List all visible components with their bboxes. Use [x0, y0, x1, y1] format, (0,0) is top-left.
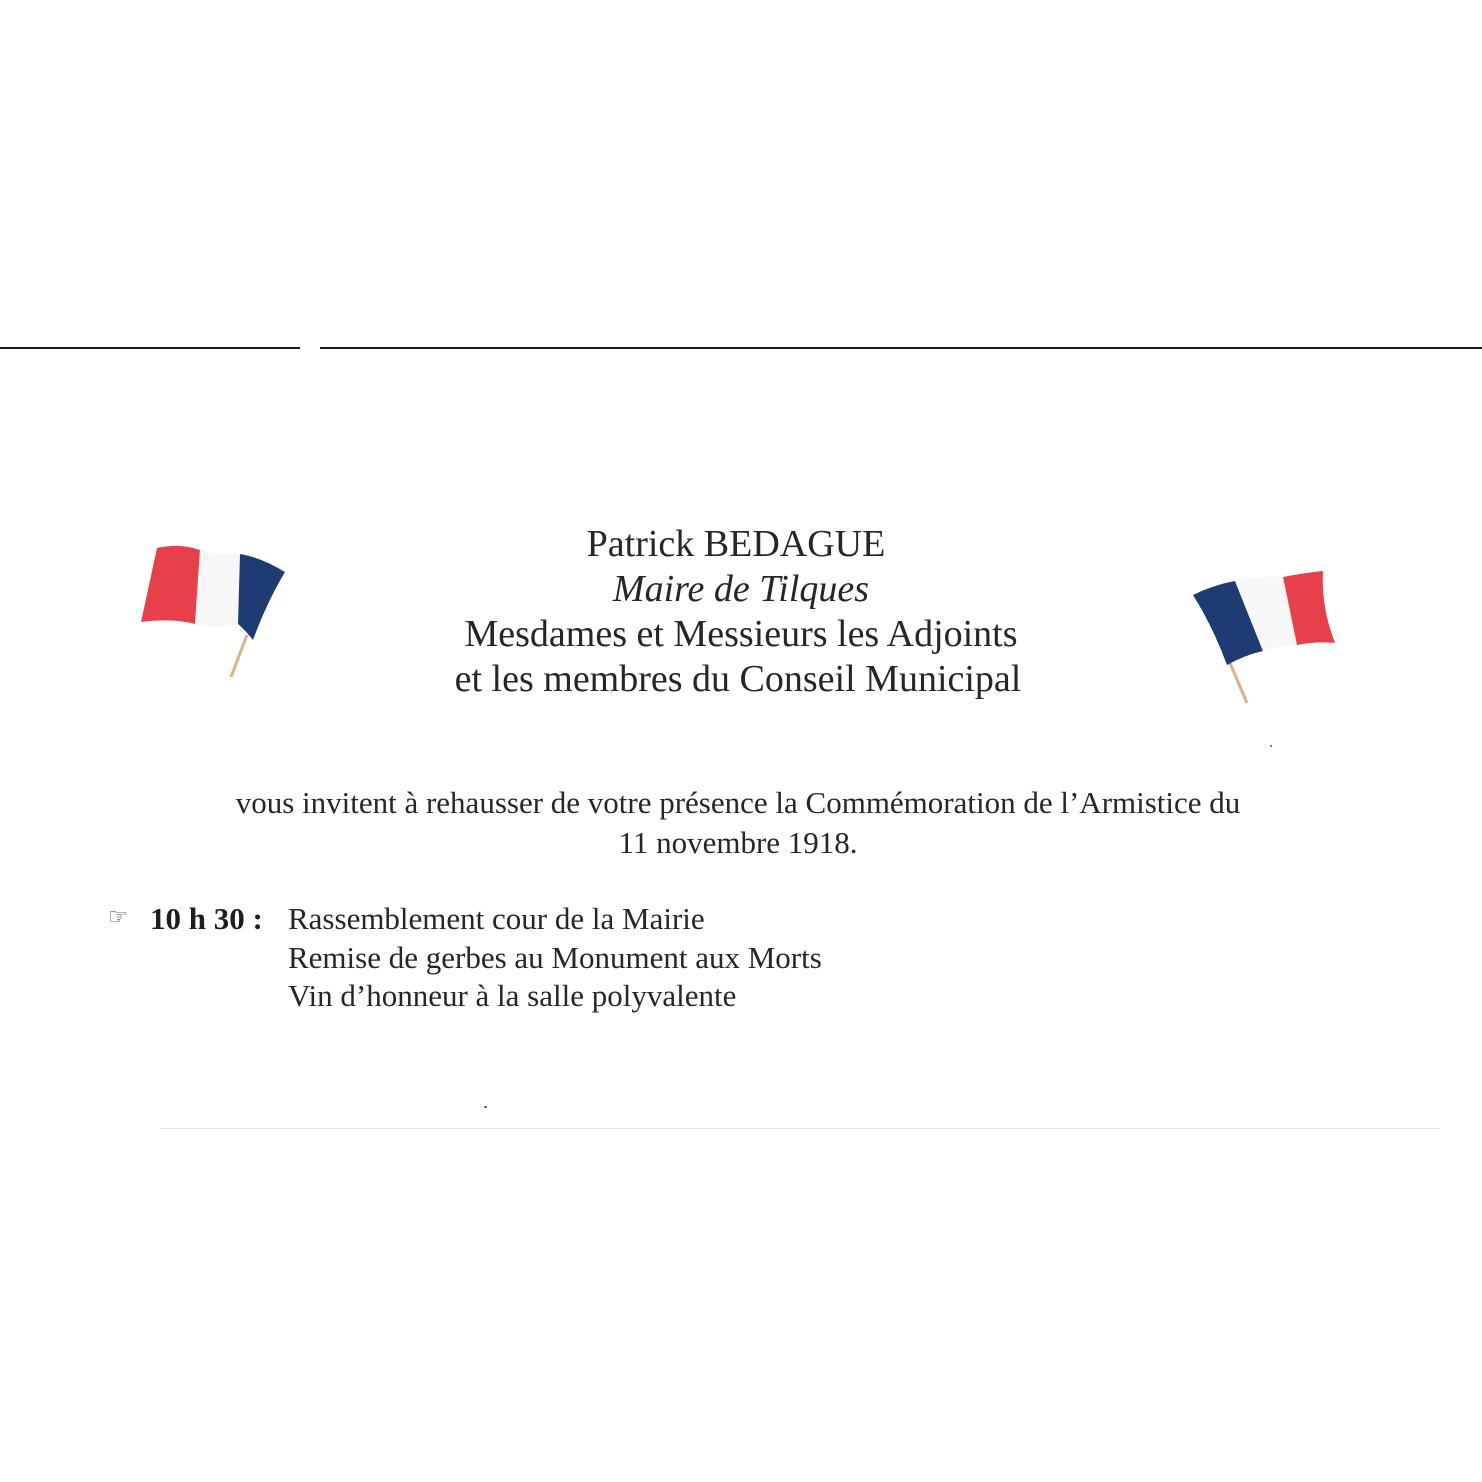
program-time: 10 h 30 :	[150, 901, 263, 936]
mayor-title: Maire de Tilques	[612, 568, 870, 610]
pointing-hand-icon: ☞	[108, 905, 128, 930]
scan-speck	[484, 1106, 487, 1108]
program-item: Vin d’honneur à la salle polyvalente	[288, 978, 737, 1013]
program-item: Remise de gerbes au Monument aux Morts	[288, 940, 822, 975]
card-bottom-edge	[160, 1128, 1440, 1129]
scan-speck	[1270, 745, 1272, 747]
invitation-line-1: vous invitent à rehausser de votre présence la Commémoration de l’Armistice du	[235, 785, 1241, 820]
mayor-name: Patrick BEDAGUE	[586, 523, 886, 565]
adjoints-line: Mesdames et Messieurs les Adjoints	[464, 613, 1018, 655]
program-item: Rassemblement cour de la Mairie	[288, 901, 705, 936]
conseil-line: et les membres du Conseil Municipal	[454, 658, 1022, 700]
invitation-line-2: 11 novembre 1918.	[618, 825, 858, 860]
fold-line	[0, 347, 1482, 349]
